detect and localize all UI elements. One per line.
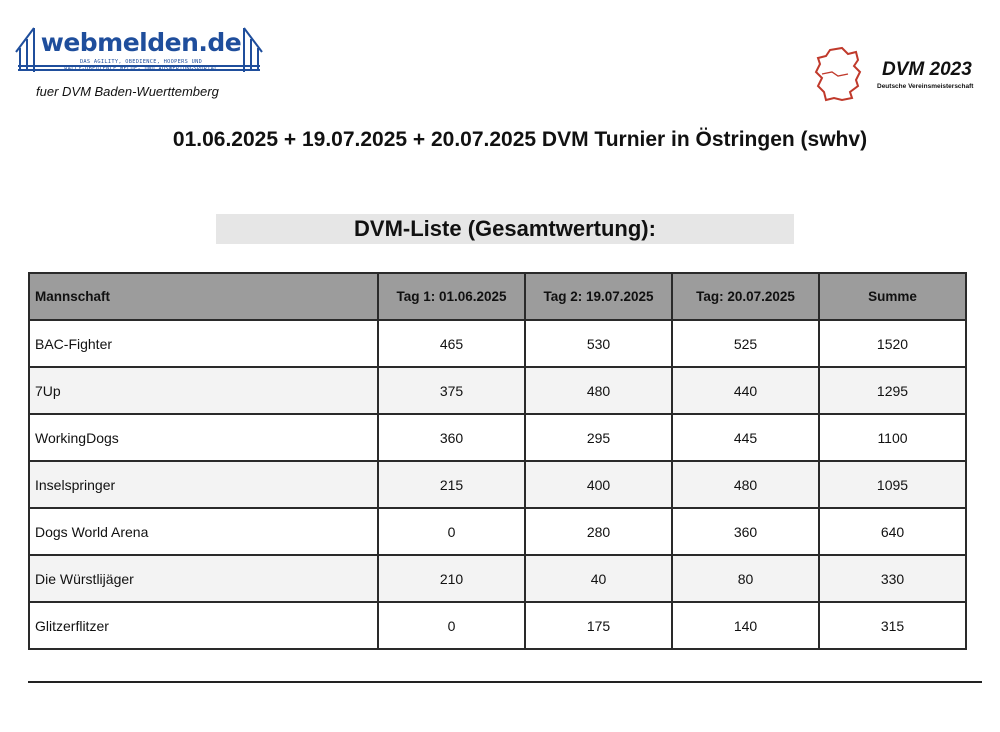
dvm-subtitle: Deutsche Vereinsmeisterschaft <box>877 83 974 90</box>
total-score: 1295 <box>819 367 966 414</box>
logo-wordmark: webmelden.de <box>40 28 242 57</box>
table-row <box>29 602 966 649</box>
day3-score: 445 <box>672 414 819 461</box>
column-header-day1: Tag 1: 01.06.2025 <box>378 273 525 320</box>
day3-score: 360 <box>672 508 819 555</box>
day2-score: 400 <box>525 461 672 508</box>
day1-score: 465 <box>378 320 525 367</box>
table-row <box>29 461 966 508</box>
team-name: Die Würstlijäger <box>29 555 378 602</box>
total-score: 330 <box>819 555 966 602</box>
column-header-day3: Tag: 20.07.2025 <box>672 273 819 320</box>
column-header-team: Mannschaft <box>29 273 378 320</box>
day1-score: 375 <box>378 367 525 414</box>
day2-score: 295 <box>525 414 672 461</box>
dvm-logo <box>812 46 992 106</box>
total-score: 1100 <box>819 414 966 461</box>
table-row <box>29 414 966 461</box>
day1-score: 0 <box>378 602 525 649</box>
team-name: Glitzerflitzer <box>29 602 378 649</box>
day1-score: 215 <box>378 461 525 508</box>
day3-score: 140 <box>672 602 819 649</box>
team-name: 7Up <box>29 367 378 414</box>
column-header-day2: Tag 2: 19.07.2025 <box>525 273 672 320</box>
day2-score: 280 <box>525 508 672 555</box>
day2-score: 40 <box>525 555 672 602</box>
table-row <box>29 508 966 555</box>
logo-subtitle: fuer DVM Baden-Wuerttemberg <box>36 84 219 99</box>
day2-score: 175 <box>525 602 672 649</box>
logo-tagline-line-1: DAS AGILITY, OBEDIENCE, HOOPERS UND <box>79 59 203 65</box>
total-score: 1095 <box>819 461 966 508</box>
day3-score: 480 <box>672 461 819 508</box>
bottom-divider <box>28 681 982 683</box>
dvm-title: DVM 2023 <box>882 59 972 80</box>
team-name: Dogs World Arena <box>29 508 378 555</box>
day3-score: 440 <box>672 367 819 414</box>
team-name: BAC-Fighter <box>29 320 378 367</box>
team-name: WorkingDogs <box>29 414 378 461</box>
table-row <box>29 555 966 602</box>
total-score: 315 <box>819 602 966 649</box>
list-title: DVM-Liste (Gesamtwertung): <box>216 214 794 244</box>
event-title: 01.06.2025 + 19.07.2025 + 20.07.2025 DVM Turnier in Östringen (swhv) <box>172 128 868 151</box>
day1-score: 210 <box>378 555 525 602</box>
table-header-row <box>29 273 966 320</box>
webmelden-logo <box>14 22 264 102</box>
results-table <box>28 272 967 650</box>
day1-score: 0 <box>378 508 525 555</box>
total-score: 1520 <box>819 320 966 367</box>
logo-tagline <box>36 59 246 73</box>
table-row <box>29 320 966 367</box>
total-score: 640 <box>819 508 966 555</box>
day3-score: 80 <box>672 555 819 602</box>
column-header-sum: Summe <box>819 273 966 320</box>
day2-score: 480 <box>525 367 672 414</box>
germany-map-icon <box>812 46 872 104</box>
team-name: Inselspringer <box>29 461 378 508</box>
day2-score: 530 <box>525 320 672 367</box>
table-row <box>29 367 966 414</box>
logo-tagline-line-2: RALLY-OBEDIENCE MELDE- UND AUSWERTUNGSPORTAL <box>64 66 218 72</box>
day3-score: 525 <box>672 320 819 367</box>
day1-score: 360 <box>378 414 525 461</box>
